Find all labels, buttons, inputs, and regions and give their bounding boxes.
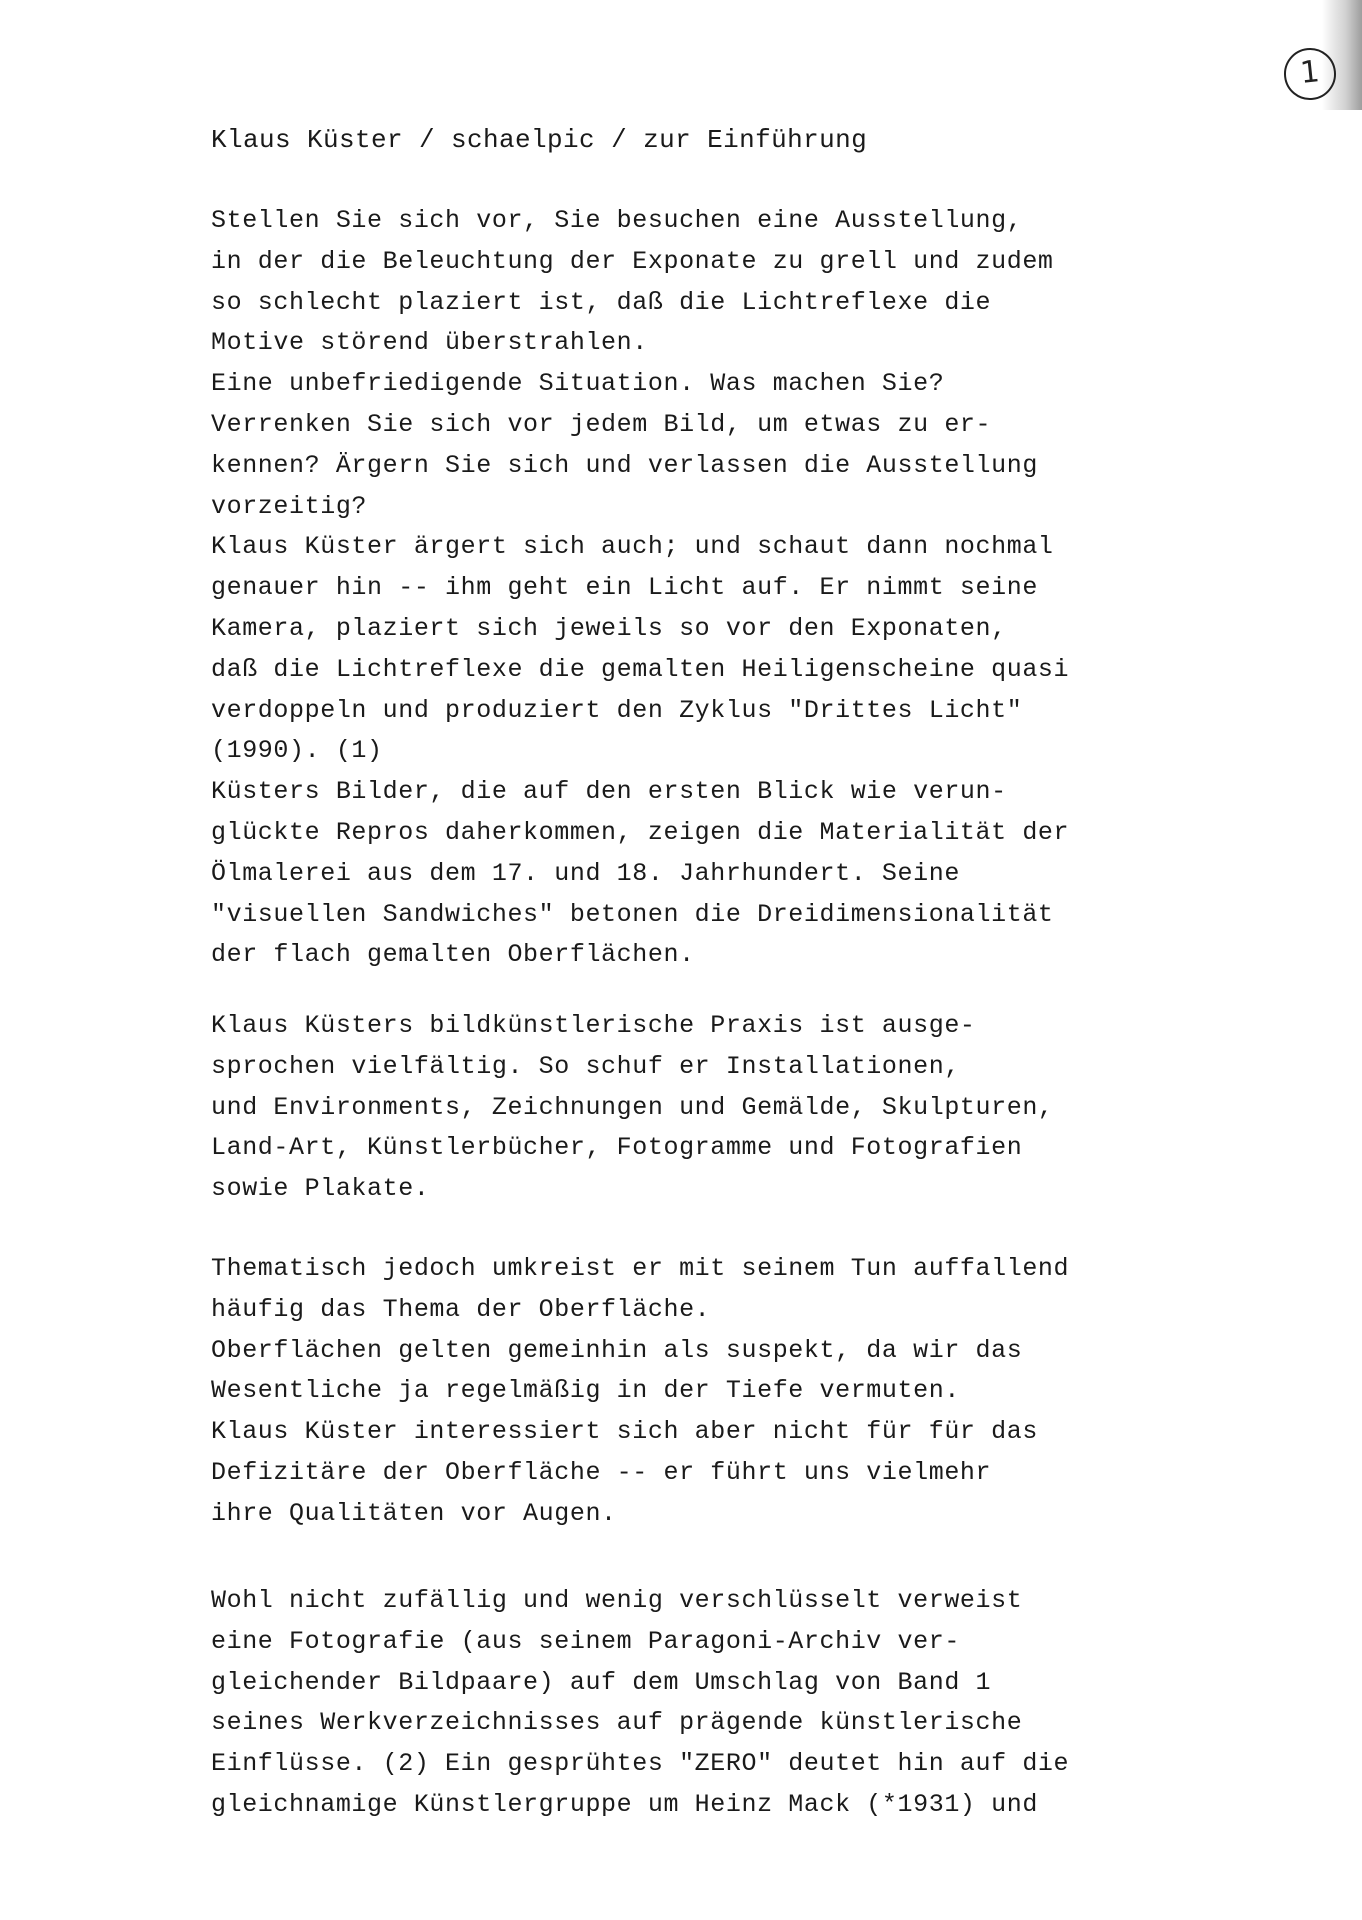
text-line: und Environments, Zeichnungen und Gemälde, Skulpturen, xyxy=(211,1092,1054,1122)
text-line: Einflüsse. (2) Ein gesprühtes "ZERO" deutet hin auf die xyxy=(211,1749,1070,1779)
text-line: Klaus Küsters bildkünstlerische Praxis ist ausge- xyxy=(211,1011,976,1040)
text-line: häufig das Thema der Oberfläche. xyxy=(211,1294,711,1324)
text-line: kennen? Ärgern Sie sich und verlassen die Ausstellung xyxy=(211,450,1038,480)
text-line: Klaus Küster interessiert sich aber nicht für für das xyxy=(211,1417,1038,1447)
text-line: eine Fotografie (aus seinem Paragoni-Archiv ver- xyxy=(211,1626,960,1656)
text-line: seines Werkverzeichnisses auf prägende künstlerische xyxy=(211,1708,1023,1738)
page-number: 1 xyxy=(1281,45,1338,102)
text-line: (1990). (1) xyxy=(211,736,383,766)
paragraph-4 xyxy=(211,1581,1069,1826)
text-line: Thematisch jedoch umkreist er mit seinem Tun auffallend xyxy=(211,1254,1070,1283)
text-line: sprochen vielfältig. So schuf er Installationen, xyxy=(211,1051,960,1081)
text-line: daß die Lichtreflexe die gemalten Heiligenscheine quasi xyxy=(211,654,1070,684)
text-line: ihre Qualitäten vor Augen. xyxy=(211,1498,617,1528)
text-line: vorzeitig? xyxy=(211,491,368,521)
text-line: in der die Beleuchtung der Exponate zu grell und zudem xyxy=(211,246,1054,276)
text-line: Stellen Sie sich vor, Sie besuchen eine Ausstellung, xyxy=(211,206,1023,235)
paragraph-3 xyxy=(211,1249,1069,1535)
text-line: Kamera, plaziert sich jeweils so vor den Exponaten, xyxy=(211,613,1007,643)
text-line: verdoppeln und produziert den Zyklus "Drittes Licht" xyxy=(211,695,1023,725)
text-line: "visuellen Sandwiches" betonen die Dreidimensionalität xyxy=(211,899,1054,929)
text-line: Ölmalerei aus dem 17. und 18. Jahrhundert. Seine xyxy=(211,858,960,888)
text-line: Verrenken Sie sich vor jedem Bild, um etwas zu er- xyxy=(211,409,992,439)
text-line: Oberflächen gelten gemeinhin als suspekt, da wir das xyxy=(211,1335,1023,1365)
document-title: Klaus Küster / schaelpic / zur Einführung xyxy=(211,125,868,155)
text-line: genauer hin -- ihm geht ein Licht auf. Er nimmt seine xyxy=(211,573,1038,603)
text-line: Wesentliche ja regelmäßig in der Tiefe vermuten. xyxy=(211,1376,960,1406)
text-line: Klaus Küster ärgert sich auch; und schaut dann nochmal xyxy=(211,532,1054,562)
text-line: gleichender Bildpaare) auf dem Umschlag von Band 1 xyxy=(211,1667,992,1697)
text-line: sowie Plakate. xyxy=(211,1174,430,1204)
text-line: Defizitäre der Oberfläche -- er führt uns vielmehr xyxy=(211,1457,992,1487)
text-line: so schlecht plaziert ist, daß die Lichtreflexe die xyxy=(211,287,992,317)
text-line: Land-Art, Künstlerbücher, Fotogramme und Fotografien xyxy=(211,1133,1023,1163)
text-line: Motive störend überstrahlen. xyxy=(211,328,648,358)
text-line: Eine unbefriedigende Situation. Was machen Sie? xyxy=(211,369,945,399)
paragraph-1 xyxy=(211,201,1069,976)
text-line: Küsters Bilder, die auf den ersten Blick wie verun- xyxy=(211,777,1007,807)
text-line: gleichnamige Künstlergruppe um Heinz Mack (*1931) und xyxy=(211,1789,1038,1819)
paragraph-2 xyxy=(211,1006,1054,1210)
text-line: glückte Repros daherkommen, zeigen die Materialität der xyxy=(211,817,1070,847)
text-line: Wohl nicht zufällig und wenig verschlüsselt verweist xyxy=(211,1586,1023,1615)
text-line: der flach gemalten Oberflächen. xyxy=(211,940,695,970)
